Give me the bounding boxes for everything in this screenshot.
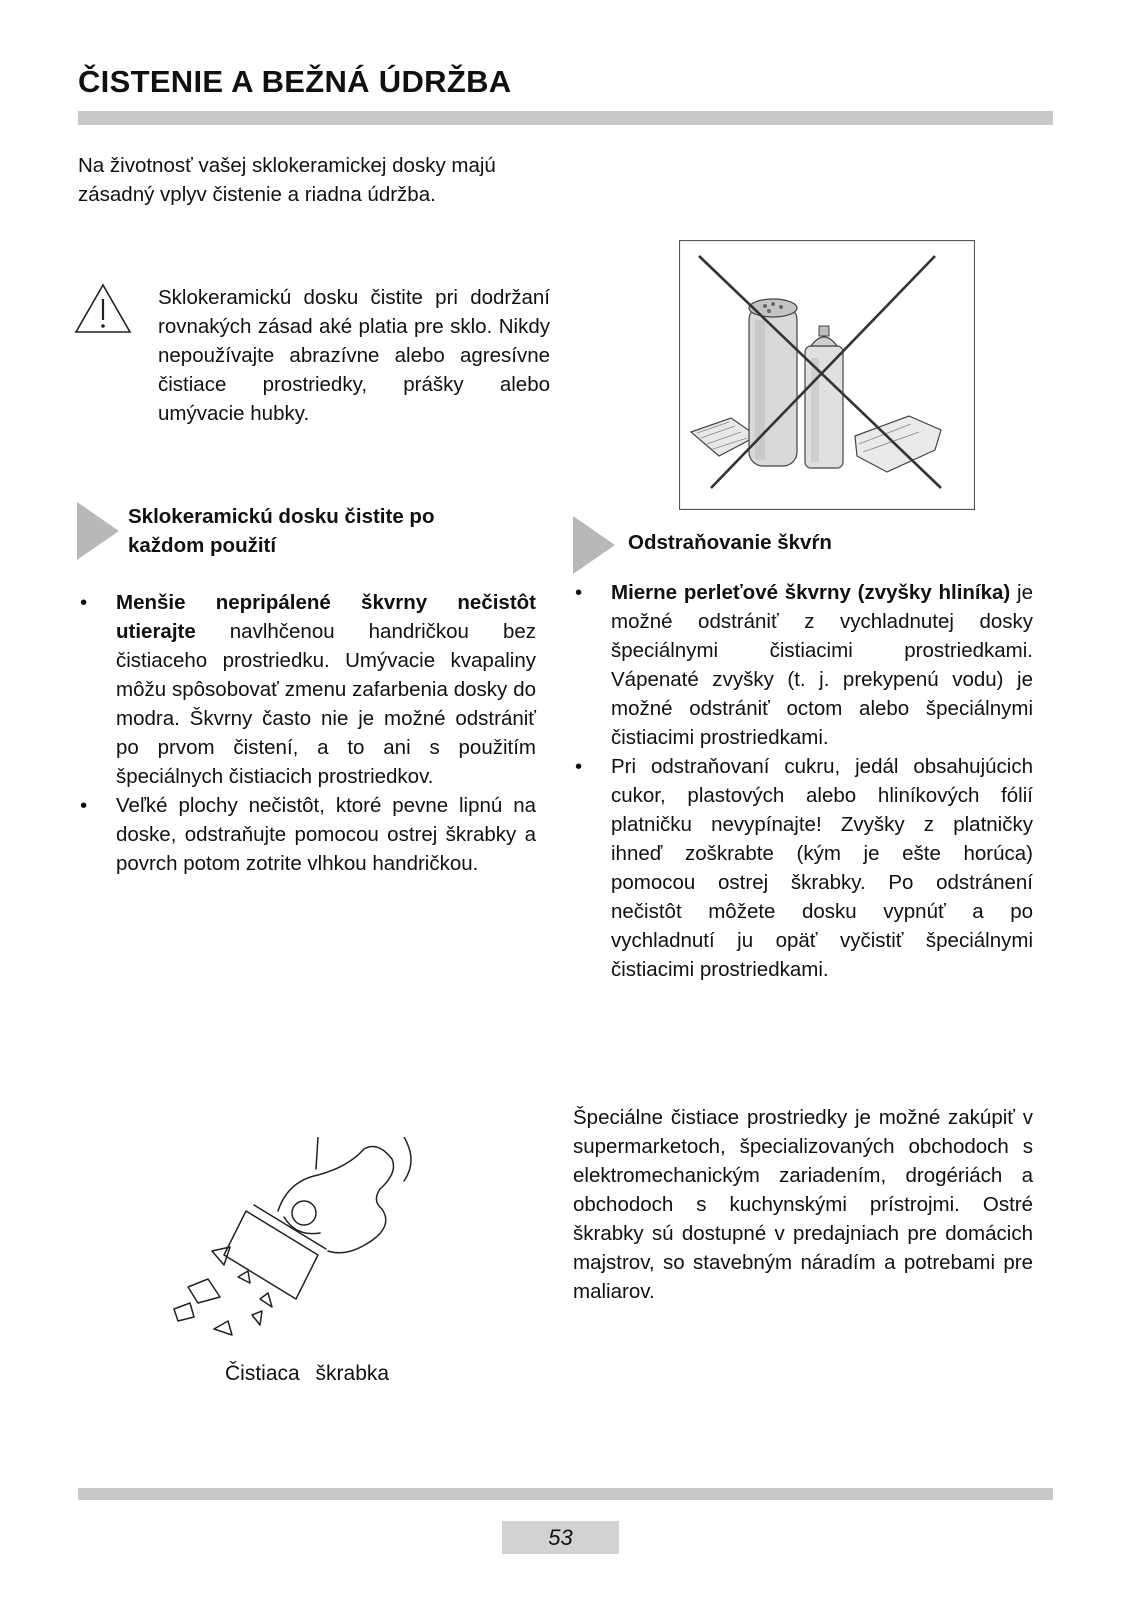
warning-text: Sklokeramickú dosku čistite pri dodržaní rovnakých zásad aké platia pre sklo. Nikdy nepoužívajte abrazívne alebo agresívne čistiace prostriedky, prášky alebo umývacie hubky. — [158, 286, 550, 425]
right-section-heading: Odstraňovanie škvŕn — [628, 531, 832, 554]
bullet-text: Veľké plochy nečistôt, ktoré pevne lipnú na doske, odstraňujte pomocou ostrej škrabky a povrch potom zotrite vlhkou handričkou. — [116, 794, 536, 875]
list-item: • Mierne perleťové škvrny (zvyšky hliníka) je možné odstrániť z vychladnutej dosky špeciálnymi čistiacimi prostriedkami. Vápenaté zvyšky (t. j. prekypenú vodu) je možné odstrániť octom alebo špeciálnymi čistiacimi prostriedkami. — [575, 581, 1033, 749]
section-arrow-icon — [573, 516, 615, 574]
page-number: 53 — [502, 1521, 619, 1554]
title-rule — [78, 111, 1053, 125]
bullet-text: navlhčenou handričkou bez čistiaceho prostriedku. Umývacie kvapaliny môžu spôsobovať zmenu zafarbenia dosky do modra. Škvrny často nie je možné odstrániť po prvom čistení, a to ani s použitím špeciálnych čistiacich prostriedkov. — [116, 620, 536, 788]
intro-line-1: Na životnosť vašej sklokeramickej dosky majú — [78, 154, 496, 177]
warning-triangle-icon — [74, 283, 132, 335]
spray-can-icon — [805, 326, 843, 468]
footer-rule — [78, 1488, 1053, 1500]
no-abrasive-products-figure — [679, 240, 975, 510]
right-bullet-list — [573, 578, 1033, 984]
list-item: • Pri odstraňovaní cukru, jedál obsahujúcich cukor, plastových alebo hliníkových fólií platničku nevypínajte! Zvyšky z platničky ihneď zoškrabte (kým je ešte horúca) pomocou ostrej škrabky. Po odstránení nečistôt môžete dosku vypnúť a po vychladnutí ju opäť vyčistiť špeciálnymi čistiacimi prostriedkami. — [575, 755, 1033, 981]
left-heading-line-1: Sklokeramickú dosku čistite po — [128, 505, 435, 528]
list-item: • Menšie nepripálené škvrny nečistôt utierajte navlhčenou handričkou bez čistiaceho prostriedku. Umývacie kvapaliny môžu spôsobovať zmenu zafarbenia dosky do modra. Škvrny často nie je možné odstrániť po prvom čistení, a to ani s použitím špeciálnych čistiacich prostriedkov. — [80, 591, 536, 788]
bullet-bold-text: Mierne perleťové škvrny (zvyšky hliníka) — [611, 581, 1011, 604]
bullet-text: Pri odstraňovaní cukru, jedál obsahujúcich cukor, plastových alebo hliníkových fólií platničku nevypínajte! Zvyšky z platničky ihneď zoškrabte (kým je ešte horúca) pomocou ostrej škrabky. Po odstránení nečistôt môžete dosku vypnúť a po vychladnutí ju opäť vyčistiť špeciálnymi čistiacimi prostriedkami. — [611, 755, 1033, 981]
intro-paragraph — [78, 151, 558, 209]
left-heading-line-2: každom použití — [128, 534, 277, 557]
left-bullet-list — [78, 588, 536, 878]
scraper-blade-icon — [224, 1211, 318, 1299]
list-item: • Veľké plochy nečistôt, ktoré pevne lipnú na doske, odstraňujte pomocou ostrej škrabky a povrch potom zotrite vlhkou handričkou. — [80, 794, 536, 875]
bullet-bold-text: Menšie nepripálené škvrny nečistôt utierajte — [116, 591, 536, 643]
left-section-heading — [128, 502, 528, 560]
scraper-caption: Čistiaca škrabka — [225, 1362, 390, 1385]
section-arrow-icon — [77, 502, 119, 560]
hand-icon — [278, 1147, 394, 1253]
bullet-text: je možné odstrániť z vychladnutej dosky špeciálnymi čistiacimi prostriedkami. Vápenaté zvyšky (t. j. prekypenú vodu) je možné odstrániť octom alebo špeciálnymi čistiacimi prostriedkami. — [611, 581, 1033, 749]
intro-line-2: zásadný vplyv čistenie a riadna údržba. — [78, 183, 436, 206]
scraper-figure — [168, 1137, 448, 1347]
page-title: ČISTENIE A BEŽNÁ ÚDRŽBA — [78, 64, 512, 99]
bottom-paragraph: Špeciálne čistiace prostriedky je možné zakúpiť v supermarketoch, špecializovaných obchodoch s elektromechanickým zariadením, drogériách a obchodoch s kuchynskými prístrojmi. Ostré škrabky sú dostupné v predajniach pre domácich majstrov, so stavebným náradím a potrebami pre maliarov. — [573, 1106, 1033, 1303]
